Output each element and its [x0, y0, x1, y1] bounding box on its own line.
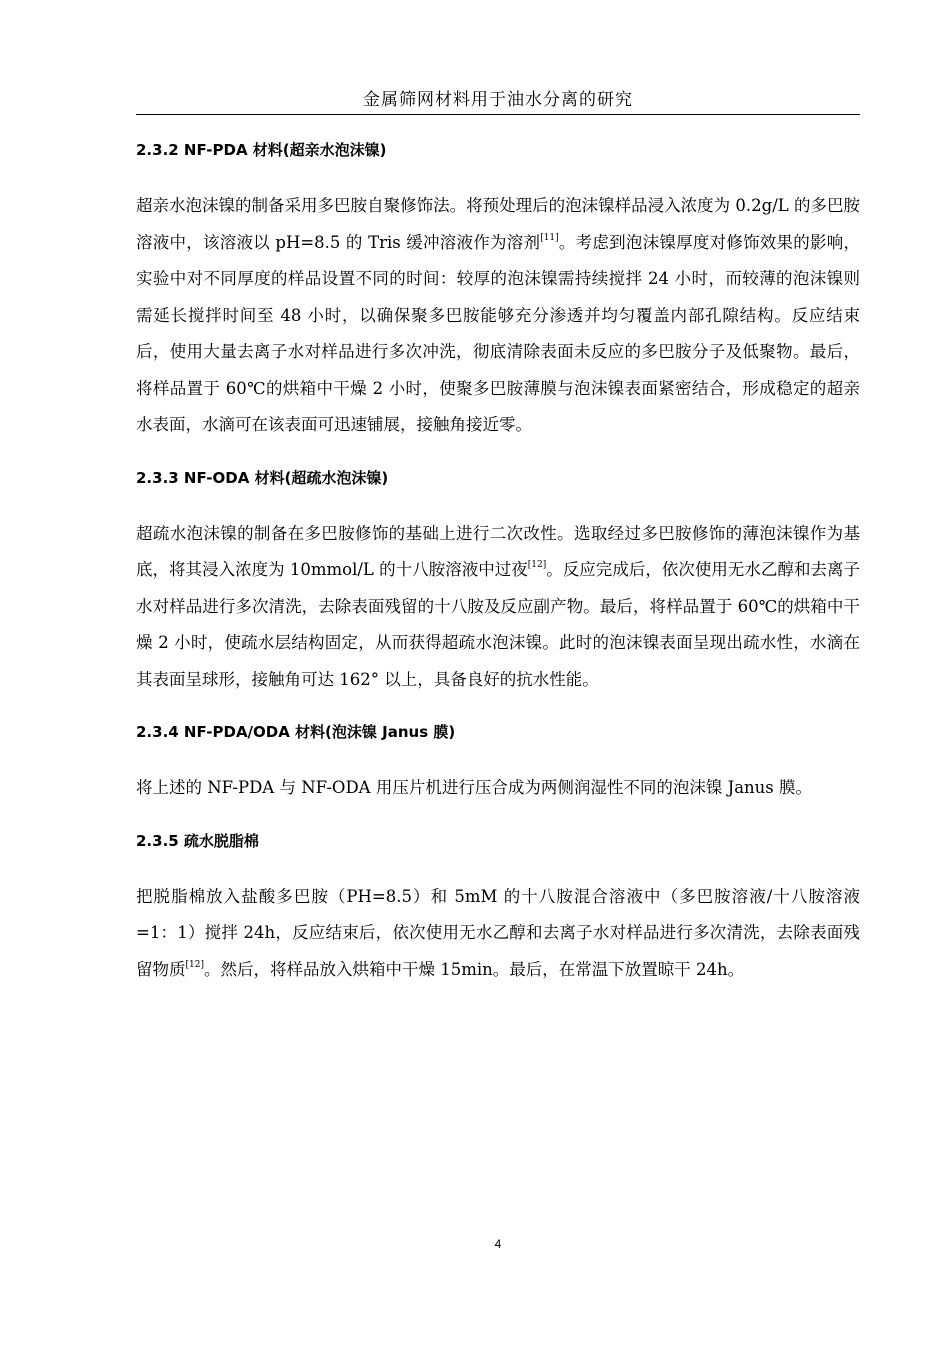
- section-heading-2-3-3: 2.3.3 NF-ODA 材料(超疏水泡沫镍): [136, 468, 389, 487]
- section-heading-2-3-4: 2.3.4 NF-PDA/ODA 材料(泡沫镍 Janus 膜): [136, 723, 456, 741]
- paragraph-text: 。考虑到泡沫镍厚度对修饰效果的影响，实验中对不同厚度的样品设置不同的时间：较厚的泡沫镍需持续搅拌 24 小时，而较薄的泡沫镍则需延长搅拌时间至 48 小时，以确保聚多巴胺能够充分渗透并均匀覆盖内部孔隙结构。反应结束后，使用大量去离子水对样品进行多次冲洗，彻底清除表面未反应的多巴胺分子及低聚物。最后，将样品置于 60℃的烘箱中干燥 2 小时，使聚多巴胺薄膜与泡沫镍表面紧密结合，形成稳定的超亲水表面，水滴可在该表面可迅速铺展，接触角接近零。: [136, 232, 860, 434]
- paragraph-text: 。反应完成后，依次使用无水乙醇和去离子水对样品进行多次清洗，去除表面残留的十八胺及反应副产物。最后，将样品置于 60℃的烘箱中干燥 2 小时，使疏水层结构固定，从而获得超疏水泡沫镍。此时的泡沫镍表面呈现出疏水性，水滴在其表面呈球形，接触角可达 162° 以上，具备良好的抗水性能。: [136, 560, 860, 689]
- paragraph-nf-pda: [136, 188, 860, 444]
- citation-ref: [12]: [185, 959, 204, 970]
- paragraph-nf-oda: [136, 516, 860, 699]
- paragraph-janus: [136, 770, 860, 807]
- section-heading-2-3-5: 2.3.5 疏水脱脂棉: [136, 831, 259, 850]
- paragraph-text: 。然后，将样品放入烘箱中干燥 15min。最后，在常温下放置晾干 24h。: [203, 959, 745, 979]
- section-heading-2-3-2: 2.3.2 NF-PDA 材料(超亲水泡沫镍): [136, 141, 387, 159]
- page-number: 4: [494, 1237, 502, 1251]
- document-body: [136, 138, 860, 988]
- paragraph-text: 超亲水泡沫镍的制备采用多巴胺自聚修饰法。将预处理后的泡沫镍样品浸入浓度为 0.2g/L 的多巴胺溶液中，该溶液以 pH=8.5 的 Tris 缓冲溶液作为溶剂: [136, 196, 860, 252]
- paragraph-text: 将上述的 NF-PDA 与 NF-ODA 用压片机进行压合成为两侧润湿性不同的泡沫镍 Janus 膜。: [136, 778, 813, 797]
- citation-ref: [11]: [540, 232, 559, 243]
- paragraph-text: 超疏水泡沫镍的制备在多巴胺修饰的基础上进行二次改性。选取经过多巴胺修饰的薄泡沫镍作为基底，将其浸入浓度为 10mmol/L 的十八胺溶液中过夜: [136, 523, 860, 579]
- citation-ref: [12]: [527, 560, 547, 570]
- paragraph-text: 把脱脂棉放入盐酸多巴胺（PH=8.5）和 5mM 的十八胺混合溶液中（多巴胺溶液/十八胺溶液=1：1）搅拌 24h，反应结束后，依次使用无水乙醇和去离子水对样品进行多次清洗，去除表面残留物质: [136, 886, 860, 979]
- page-header-title: 金属筛网材料用于油水分离的研究: [136, 88, 860, 115]
- paragraph-cotton: [136, 879, 860, 989]
